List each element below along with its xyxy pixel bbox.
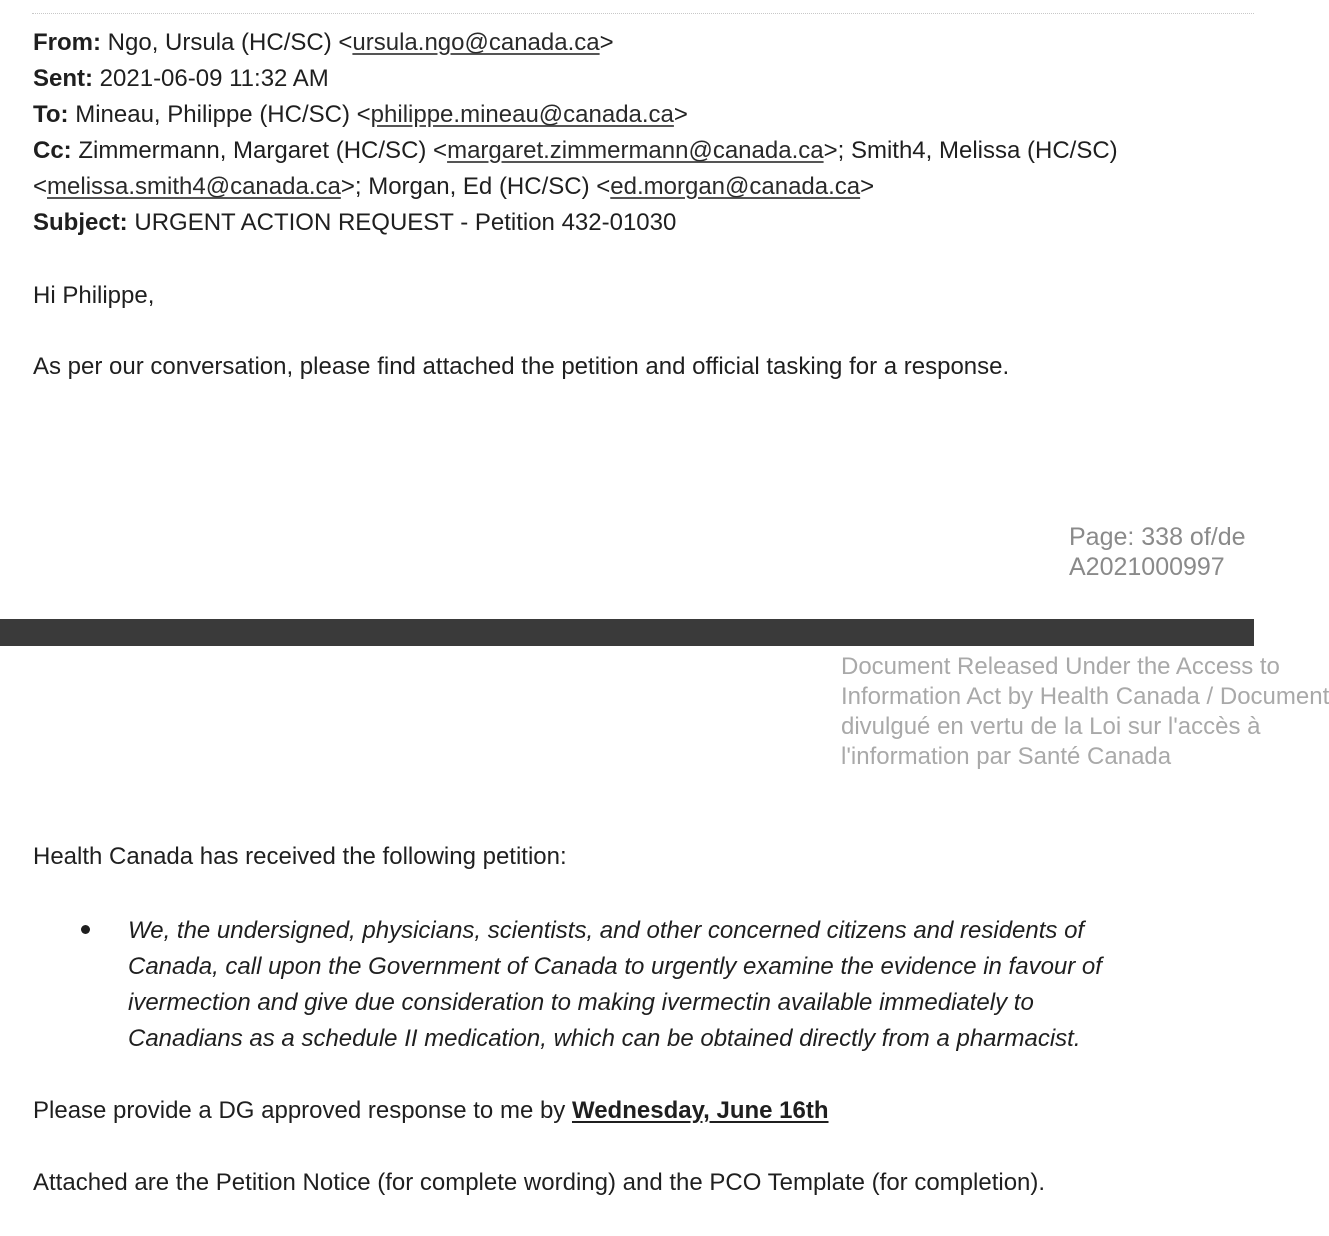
greeting: Hi Philippe, [33,282,155,309]
petition-line: We, the undersigned, physicians, scientists, and other concerned citizens and residents of [128,917,1085,944]
release-stamp-line: l'information par Santé Canada [841,743,1172,770]
sent-line [33,62,329,96]
from-name: Ngo, Ursula (HC/SC) [107,29,332,56]
subject-value: URGENT ACTION REQUEST - Petition 432-01030 [134,209,677,236]
request-text: Please provide a DG approved response to me by [33,1097,566,1124]
request-paragraph [33,1094,829,1128]
to-email-link[interactable]: philippe.mineau@canada.ca [370,101,674,128]
request-id-stamp: A2021000997 [1069,553,1225,581]
cc-3-name: Morgan, Ed (HC/SC) [368,173,590,200]
deadline-date: Wednesday, June 16th [571,1097,829,1124]
to-line: To: Mineau, Philippe (HC/SC) <philippe.mineau@canada.ca> [33,101,688,128]
received-paragraph: Health Canada has received the following petition: [33,843,567,870]
intro-paragraph: As per our conversation, please find attached the petition and official tasking for a response. [33,353,1010,380]
to-name: Mineau, Philippe (HC/SC) [75,101,350,128]
cc-1-name: Zimmermann, Margaret (HC/SC) [78,137,427,164]
page-number-stamp: Page: 338 of/de [1069,523,1246,551]
release-stamp [841,652,1329,772]
bullet-dot-icon [81,925,90,934]
to-label: To: [33,101,69,128]
release-stamp-line: divulgué en vertu de la Loi sur l'accès à [841,713,1261,740]
cc-2-name: Smith4, Melissa (HC/SC) [850,137,1118,164]
from-line: From: Ngo, Ursula (HC/SC) <ursula.ngo@canada.ca> [33,29,614,56]
subject-label: Subject: [33,209,128,236]
cc-label: Cc: [33,137,72,164]
release-stamp-line: Document Released Under the Access to [841,653,1280,680]
cc-line-continued: <melissa.smith4@canada.ca>; Morgan, Ed (HC/SC) <ed.morgan@canada.ca> [33,173,875,200]
from-email-link[interactable]: ursula.ngo@canada.ca [352,29,600,56]
petition-line: ivermection and give due consideration to making ivermectin available immediately to [128,989,1034,1016]
cc-3-email-link[interactable]: ed.morgan@canada.ca [610,173,861,200]
release-stamp-line: Information Act by Health Canada / Document [841,683,1329,710]
attachments-paragraph: Attached are the Petition Notice (for complete wording) and the PCO Template (for completion). [33,1169,1046,1196]
cc-1-email-link[interactable]: margaret.zimmermann@canada.ca [447,137,824,164]
petition-line: Canadians as a schedule II medication, which can be obtained directly from a pharmacist. [128,1025,1081,1052]
subject-line [33,206,676,240]
page-divider [0,619,1254,646]
cc-2-email-link[interactable]: melissa.smith4@canada.ca [47,173,341,200]
email-page-top [0,0,1254,619]
cc-line: Cc: Zimmermann, Margaret (HC/SC) <margaret.zimmermann@canada.ca>; Smith4, Melissa (HC/SC) [33,137,1118,164]
from-label: From: [33,29,101,56]
sent-label: Sent: [33,65,93,92]
petition-line: Canada, call upon the Government of Canada to urgently examine the evidence in favour of [128,953,1102,980]
sent-value: 2021-06-09 11:32 AM [99,65,329,92]
